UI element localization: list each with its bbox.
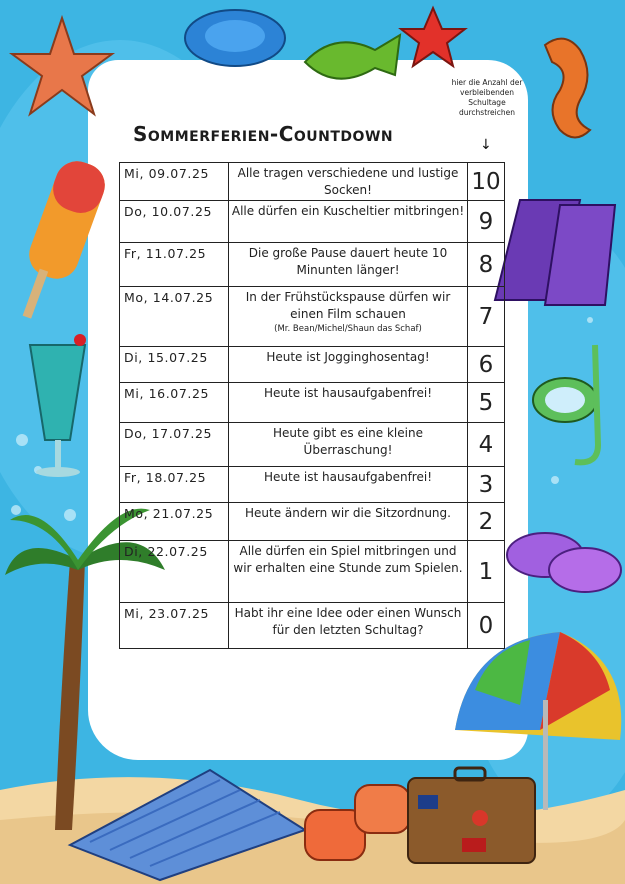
- date-cell: Do, 17.07.25: [120, 423, 229, 467]
- date-cell: Mi, 23.07.25: [120, 603, 229, 649]
- count-cell[interactable]: 4: [468, 423, 505, 467]
- table-row: [120, 603, 505, 649]
- table-row: [120, 243, 505, 287]
- table-row: [120, 163, 505, 201]
- task-cell: Die große Pause dauert heute 10 Minunten länger!: [229, 243, 468, 287]
- date-cell: Di, 15.07.25: [120, 347, 229, 383]
- count-cell[interactable]: 7: [468, 287, 505, 347]
- suitcase-icon: [408, 768, 535, 863]
- date-cell: Fr, 11.07.25: [120, 243, 229, 287]
- table-row: [120, 287, 505, 347]
- flippers-icon: [495, 200, 615, 305]
- count-cell[interactable]: 2: [468, 503, 505, 541]
- count-cell[interactable]: 8: [468, 243, 505, 287]
- date-cell: Mi, 09.07.25: [120, 163, 229, 201]
- task-cell: Heute gibt es eine kleine Überraschung!: [229, 423, 468, 467]
- table-row: [120, 503, 505, 541]
- count-cell[interactable]: 1: [468, 541, 505, 603]
- table-row: [120, 467, 505, 503]
- seahorse-icon: [545, 39, 590, 138]
- countdown-table: [119, 162, 505, 649]
- count-cell[interactable]: 10: [468, 163, 505, 201]
- fish-mold-icon: [305, 35, 400, 79]
- cocktail-icon: [30, 334, 86, 477]
- snorkel-mask-icon: [533, 345, 598, 462]
- count-cell[interactable]: 9: [468, 201, 505, 243]
- date-cell: Mo, 14.07.25: [120, 287, 229, 347]
- table-row: [120, 541, 505, 603]
- task-cell: Heute ist hausaufgabenfrei!: [229, 467, 468, 503]
- table-row: [120, 201, 505, 243]
- air-mattress-icon: [70, 770, 305, 880]
- turtle-mold-icon: [185, 10, 285, 66]
- date-cell: Di, 22.07.25: [120, 541, 229, 603]
- task-cell: Alle dürfen ein Spiel mitbringen und wir erhalten eine Stunde zum Spielen.: [229, 541, 468, 603]
- table-row: [120, 383, 505, 423]
- page-title: Sommerferien-Countdown: [133, 122, 394, 146]
- count-cell[interactable]: 3: [468, 467, 505, 503]
- starfish-red-icon: [401, 8, 465, 66]
- task-cell: Habt ihr eine Idee oder einen Wunsch für den letzten Schultag?: [229, 603, 468, 649]
- count-cell[interactable]: 6: [468, 347, 505, 383]
- popsicle-icon: [23, 155, 111, 319]
- task-cell: Heute ist hausaufgabenfrei!: [229, 383, 468, 423]
- task-cell: Heute ändern wir die Sitzordnung.: [229, 503, 468, 541]
- task-cell: Alle dürfen ein Kuscheltier mitbringen!: [229, 201, 468, 243]
- count-cell[interactable]: 0: [468, 603, 505, 649]
- armbands-icon: [305, 785, 410, 860]
- date-cell: Do, 10.07.25: [120, 201, 229, 243]
- count-cell[interactable]: 5: [468, 383, 505, 423]
- task-note: (Mr. Bean/Michel/Shaun das Schaf): [274, 324, 422, 334]
- starfish-icon: [12, 18, 112, 114]
- arrow-down-icon: ↓: [480, 137, 492, 153]
- table-row: [120, 347, 505, 383]
- date-cell: Fr, 18.07.25: [120, 467, 229, 503]
- table-row: [120, 423, 505, 467]
- task-cell: [229, 287, 468, 347]
- task-cell: Heute ist Jogginghosentag!: [229, 347, 468, 383]
- flip-flops-icon: [507, 533, 621, 592]
- date-cell: Mo, 21.07.25: [120, 503, 229, 541]
- task-text: In der Frühstückspause dürfen wir einen Film schauen: [245, 290, 451, 321]
- instruction-hint: hier die Anzahl der verbleibenden Schultage durchstreichen: [451, 78, 523, 117]
- task-cell: Alle tragen verschiedene und lustige Socken!: [229, 163, 468, 201]
- date-cell: Mi, 16.07.25: [120, 383, 229, 423]
